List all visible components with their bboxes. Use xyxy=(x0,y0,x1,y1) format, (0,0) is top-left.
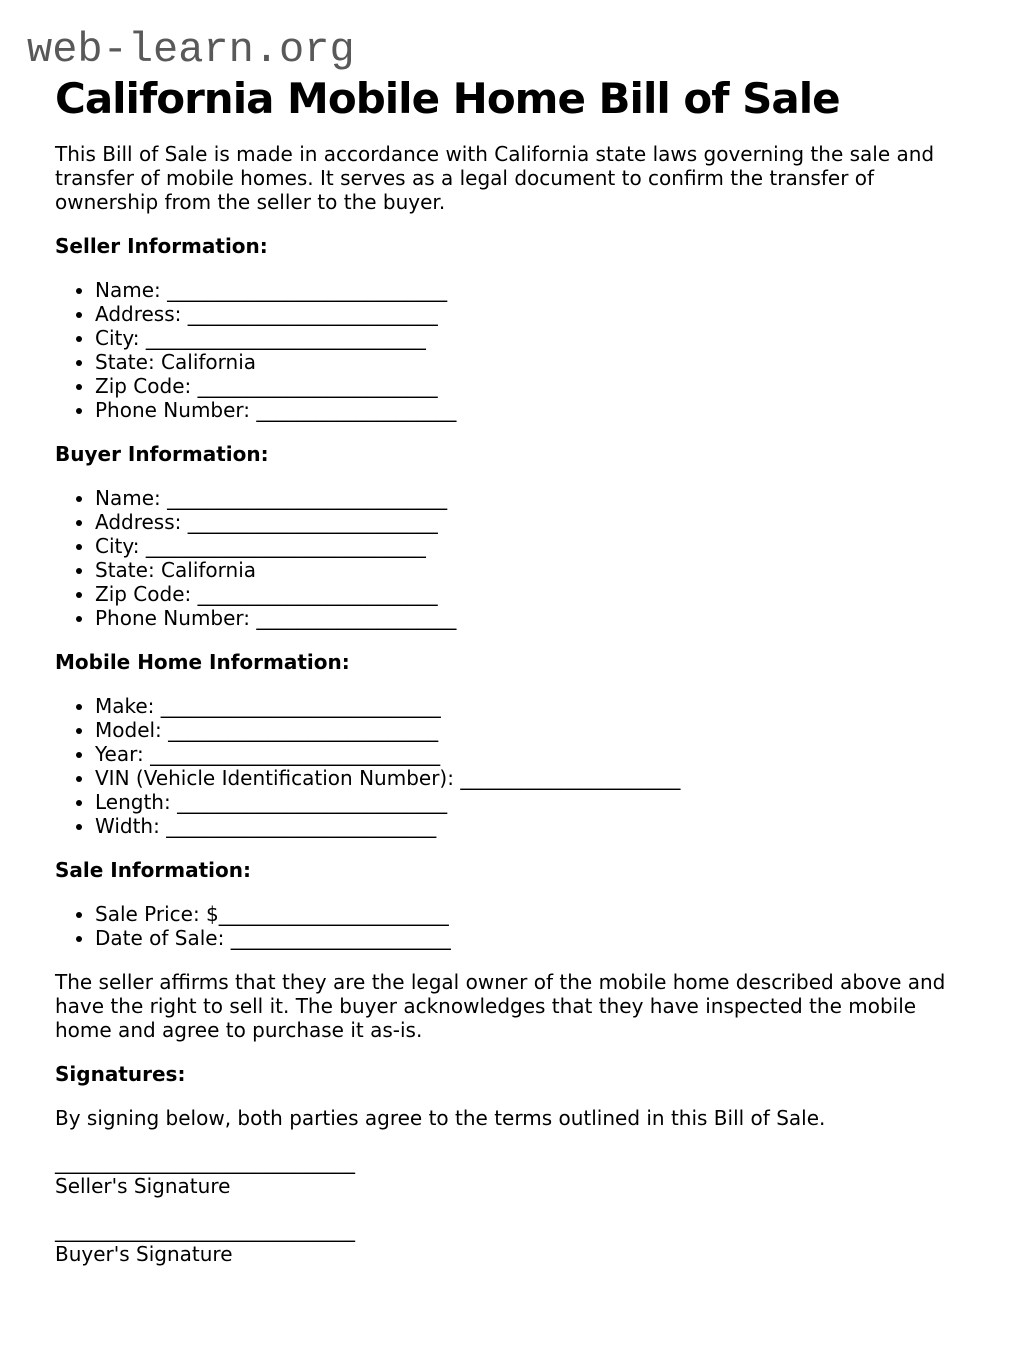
seller-address-field: • Address: _________________________ xyxy=(95,302,955,326)
seller-zip-field: • Zip Code: ________________________ xyxy=(95,374,955,398)
mobile-home-make-field: • Make: ____________________________ xyxy=(95,694,955,718)
buyer-signature-block xyxy=(55,1218,955,1266)
seller-signature-block xyxy=(55,1150,955,1198)
seller-signature-label: Seller's Signature xyxy=(55,1174,231,1199)
buyer-address-field: • Address: _________________________ xyxy=(95,510,955,534)
section-heading-sale: Sale Information: xyxy=(55,858,251,883)
buyer-signature-label: Buyer's Signature xyxy=(55,1242,233,1267)
buyer-zip-field: • Zip Code: ________________________ xyxy=(95,582,955,606)
sale-date-field: • Date of Sale: ______________________ xyxy=(95,926,955,950)
seller-signature-line: ______________________________ xyxy=(55,1150,355,1175)
document-page xyxy=(27,26,955,1267)
seller-info-list xyxy=(55,278,955,422)
mobile-home-info-list xyxy=(55,694,955,838)
section-heading-mobile-home: Mobile Home Information: xyxy=(55,650,350,675)
page-title: California Mobile Home Bill of Sale xyxy=(55,74,840,124)
mobile-home-vin-field: • VIN (Vehicle Identification Number): ______________________ xyxy=(95,766,955,790)
seller-state-field: • State: California xyxy=(95,350,955,374)
mobile-home-width-field: • Width: ___________________________ xyxy=(95,814,955,838)
mobile-home-year-field: • Year: _____________________________ xyxy=(95,742,955,766)
mobile-home-length-field: • Length: ___________________________ xyxy=(95,790,955,814)
affirmation-paragraph: The seller affirms that they are the legal owner of the mobile home described above and have the right to sell it. The buyer acknowledges that they have inspected the mobile home and agree to purchase it as-is. xyxy=(55,970,946,1043)
section-heading-seller: Seller Information: xyxy=(55,234,268,259)
mobile-home-model-field: • Model: ___________________________ xyxy=(95,718,955,742)
buyer-city-field: • City: ____________________________ xyxy=(95,534,955,558)
signing-note: By signing below, both parties agree to the terms outlined in this Bill of Sale. xyxy=(55,1106,826,1131)
seller-city-field: • City: ____________________________ xyxy=(95,326,955,350)
seller-phone-field: • Phone Number: ____________________ xyxy=(95,398,955,422)
sale-price-field: • Sale Price: $_______________________ xyxy=(95,902,955,926)
buyer-info-list xyxy=(55,486,955,630)
site-logo[interactable]: web-learn.org xyxy=(27,26,355,74)
section-heading-signatures: Signatures: xyxy=(55,1062,186,1087)
sale-info-list xyxy=(55,902,955,950)
buyer-signature-line: ______________________________ xyxy=(55,1218,355,1243)
buyer-state-field: • State: California xyxy=(95,558,955,582)
buyer-phone-field: • Phone Number: ____________________ xyxy=(95,606,955,630)
section-heading-buyer: Buyer Information: xyxy=(55,442,269,467)
buyer-name-field: • Name: ____________________________ xyxy=(95,486,955,510)
intro-paragraph: This Bill of Sale is made in accordance with California state laws governing the sale and transfer of mobile homes. It serves as a legal document to confirm the transfer of ownership from the seller to the buyer. xyxy=(55,142,935,215)
seller-name-field: • Name: ____________________________ xyxy=(95,278,955,302)
